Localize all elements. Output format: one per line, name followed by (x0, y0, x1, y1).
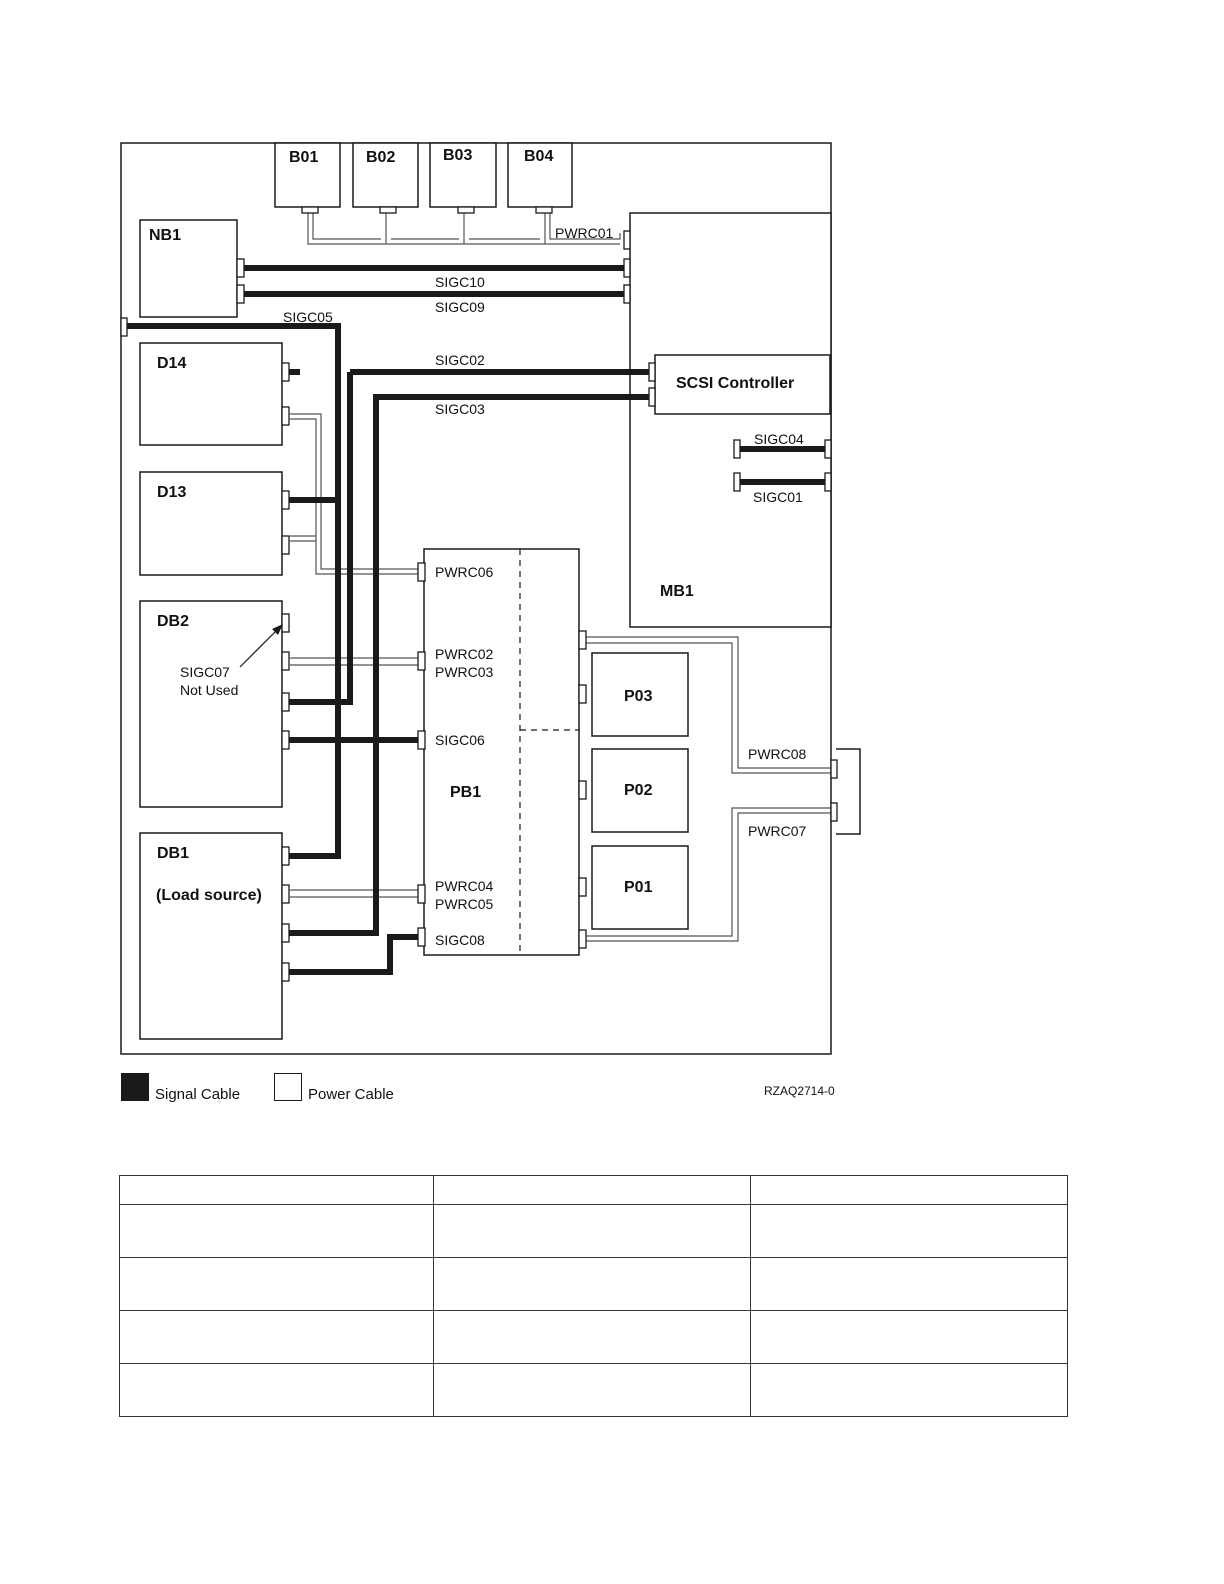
label-b03: B03 (443, 147, 473, 164)
label-sigc08: SIGC08 (435, 932, 485, 948)
pb1-box (424, 549, 579, 955)
label-b04: B04 (524, 148, 554, 165)
parts-table (119, 1175, 1068, 1417)
label-db1: DB1 (157, 845, 190, 862)
legend-power (274, 1070, 394, 1103)
label-pwrc03: PWRC03 (435, 664, 494, 680)
label-b01: B01 (289, 149, 319, 166)
table-cell (434, 1364, 751, 1417)
db1-box (140, 833, 282, 1039)
table-cell (434, 1258, 751, 1311)
db2-box (140, 601, 282, 807)
label-sigc05: SIGC05 (283, 309, 333, 325)
mb1-board (630, 213, 831, 627)
signal-swatch (121, 1073, 149, 1101)
figure-id: RZAQ2714-0 (764, 1084, 835, 1098)
label-sigc01: SIGC01 (753, 489, 803, 505)
table-row (120, 1205, 1068, 1258)
label-db2: DB2 (157, 613, 190, 630)
table-cell (434, 1311, 751, 1364)
table-row (120, 1258, 1068, 1311)
label-sigc10: SIGC10 (435, 274, 485, 290)
table-cell (434, 1205, 751, 1258)
table-header-cell (751, 1176, 1068, 1205)
label-sigc09: SIGC09 (435, 299, 485, 315)
table-cell (751, 1205, 1068, 1258)
label-pwrc04: PWRC04 (435, 878, 494, 894)
table-header-cell (434, 1176, 751, 1205)
table-header-cell (120, 1176, 434, 1205)
table-cell (751, 1364, 1068, 1417)
table-cell (120, 1258, 434, 1311)
label-pwrc06: PWRC06 (435, 564, 494, 580)
table-cell (120, 1205, 434, 1258)
label-nb1: NB1 (149, 227, 182, 244)
power-swatch (274, 1073, 302, 1101)
label-pwrc08: PWRC08 (748, 746, 807, 762)
label-p02: P02 (624, 782, 653, 799)
legend-signal-label: Signal Cable (155, 1086, 241, 1103)
label-p01: P01 (624, 879, 653, 896)
label-d14: D14 (157, 355, 187, 372)
label-mb1: MB1 (660, 583, 694, 600)
label-b02: B02 (366, 149, 396, 166)
label-sigc03: SIGC03 (435, 401, 485, 417)
label-sigc07: SIGC07 (180, 664, 230, 680)
legend-power-label: Power Cable (308, 1086, 394, 1103)
label-sigc07-note: Not Used (180, 682, 239, 698)
label-p03: P03 (624, 688, 653, 705)
label-pwrc01: PWRC01 (555, 225, 614, 241)
table-header-row (120, 1176, 1068, 1205)
table-cell (120, 1311, 434, 1364)
label-sigc02: SIGC02 (435, 352, 485, 368)
label-sigc04: SIGC04 (754, 431, 804, 447)
legend-signal (121, 1070, 240, 1103)
label-pwrc07: PWRC07 (748, 823, 807, 839)
label-pwrc02: PWRC02 (435, 646, 494, 662)
table-cell (751, 1311, 1068, 1364)
label-d13: D13 (157, 484, 187, 501)
label-pwrc05: PWRC05 (435, 896, 494, 912)
table-row (120, 1364, 1068, 1417)
table-row (120, 1311, 1068, 1364)
table-cell (751, 1258, 1068, 1311)
table-cell (120, 1364, 434, 1417)
label-scsi: SCSI Controller (676, 375, 795, 392)
label-db1-note: (Load source) (156, 887, 262, 904)
label-sigc06: SIGC06 (435, 732, 485, 748)
label-pb1: PB1 (450, 784, 482, 801)
